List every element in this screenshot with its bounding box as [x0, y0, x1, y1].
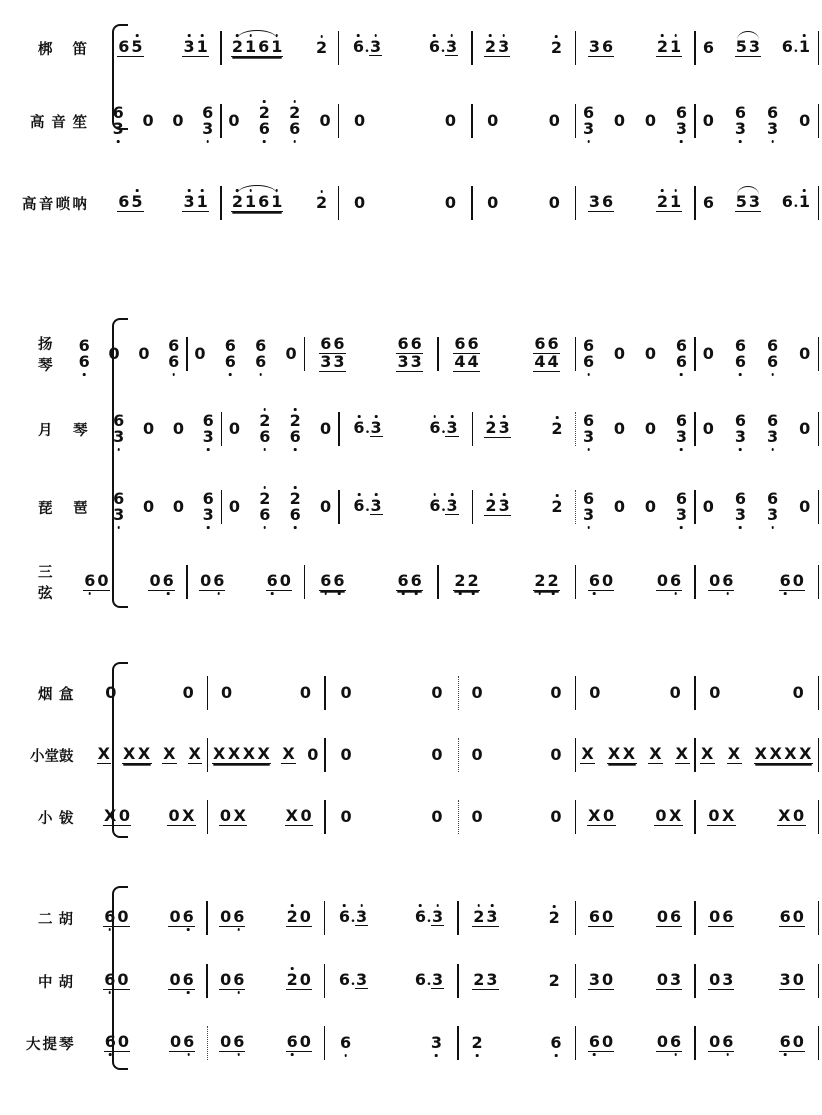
- music-line: 6 0 0 6 0 6 2 0 6 . 3 6 . 3 2 3 2 3 0 0 3 0 3 3 0: [77, 954, 822, 1008]
- instrument-group-percussion: [0, 662, 822, 852]
- music-line: 6 5 3 1 2 1 6 1 2 6 . 3 6 . 3 2 3 2 3 6 2 1 6 5 3 6 . 1: [91, 21, 822, 75]
- music-line: 6 3 0 0 6 3 0 2 6 2 6 0 6 . 3 6 . 3 2 3 2 6 3 0 0 6 3 0 6 3 6 3 0: [92, 480, 822, 534]
- instrument-label: 月 琴: [38, 422, 88, 439]
- staff-row-zhonghu: [0, 950, 822, 1012]
- instrument-label: 小 钹: [38, 810, 74, 827]
- music-line: 6 3 0 0 6 3 0 2 6 2 6 0 0 0 0 0 6 3 0 0 6 3 0 6 3 6 3 0: [91, 94, 822, 148]
- instrument-label: 琵 琶: [38, 500, 88, 517]
- instrument-label: 三 弦: [38, 565, 53, 602]
- music-line: 6 0 0 6 0 6 6 0 6 6 6 6 2 2 2 2 6 0 0 6 0 6 6 0: [57, 555, 822, 609]
- instrument-label: 小堂鼓: [30, 748, 74, 765]
- staff-row-bangdi: [0, 18, 822, 78]
- instrument-group-bowed: [0, 886, 822, 1076]
- instrument-label: 梆 笛: [38, 41, 87, 58]
- staff-row-gaoyinsheng: [0, 78, 822, 164]
- music-line: 6 5 3 1 2 1 6 1 2 0 0 0 0 3 6 2 1 6 5 3 6 . 1: [91, 176, 822, 230]
- music-line: 6 3 0 0 6 3 0 2 6 2 6 0 6 . 3 6 . 3 2 3 2 6 3 0 0 6 3 0 6 3 6 3 0: [92, 402, 822, 456]
- music-line: 0 0 0 0 0 0 0 0 0 0 0 0: [78, 666, 822, 720]
- staff-row-gaoyinsuona: [0, 164, 822, 242]
- staff-row-pipa: [0, 468, 822, 546]
- music-line: 6 6 0 0 6 6 0 6 6 6 6 0 6 6 3 3 6 6 3 3 6 6 4 4 6 6 4 4 6 6 0 0 6 6 0 6 6 6 6 0: [57, 327, 822, 381]
- staff-row-yueqin: [0, 390, 822, 468]
- staff-row-yanhe: [0, 662, 822, 724]
- instrument-label: 扬 琴: [38, 337, 53, 374]
- instrument-label: 高音唢呐: [22, 196, 87, 213]
- instrument-label: 烟 盒: [38, 686, 74, 703]
- instrument-label: 二 胡: [38, 911, 73, 928]
- instrument-group-plucked: [0, 318, 822, 618]
- instrument-label: 中 胡: [38, 974, 73, 991]
- music-line: 6 0 0 6 0 6 6 0 6 3 2 6 6 0 0 6 0 6 6 0: [78, 1016, 822, 1070]
- music-line: X 0 0 X 0 X X 0 0 0 0 0 X 0 0 X 0 X X 0: [78, 790, 822, 844]
- music-line: X X X X X X X X X X 0 0 0 0 0 X X X X X X X X X X X: [78, 728, 822, 782]
- staff-row-xiaotanggu: [0, 724, 822, 786]
- staff-row-datiqin: [0, 1012, 822, 1074]
- instrument-label: 大提琴: [26, 1036, 74, 1053]
- instrument-group-winds: [0, 18, 822, 250]
- staff-row-xiaobo: [0, 786, 822, 848]
- staff-row-sanxian: [0, 546, 822, 618]
- music-line: 6 0 0 6 0 6 2 0 6 . 3 6 . 3 2 3 2 6 0 0 6 0 6 6 0: [77, 891, 822, 945]
- staff-row-yangqin: [0, 318, 822, 390]
- instrument-label: 高音笙: [30, 114, 87, 131]
- staff-row-erhu: [0, 886, 822, 950]
